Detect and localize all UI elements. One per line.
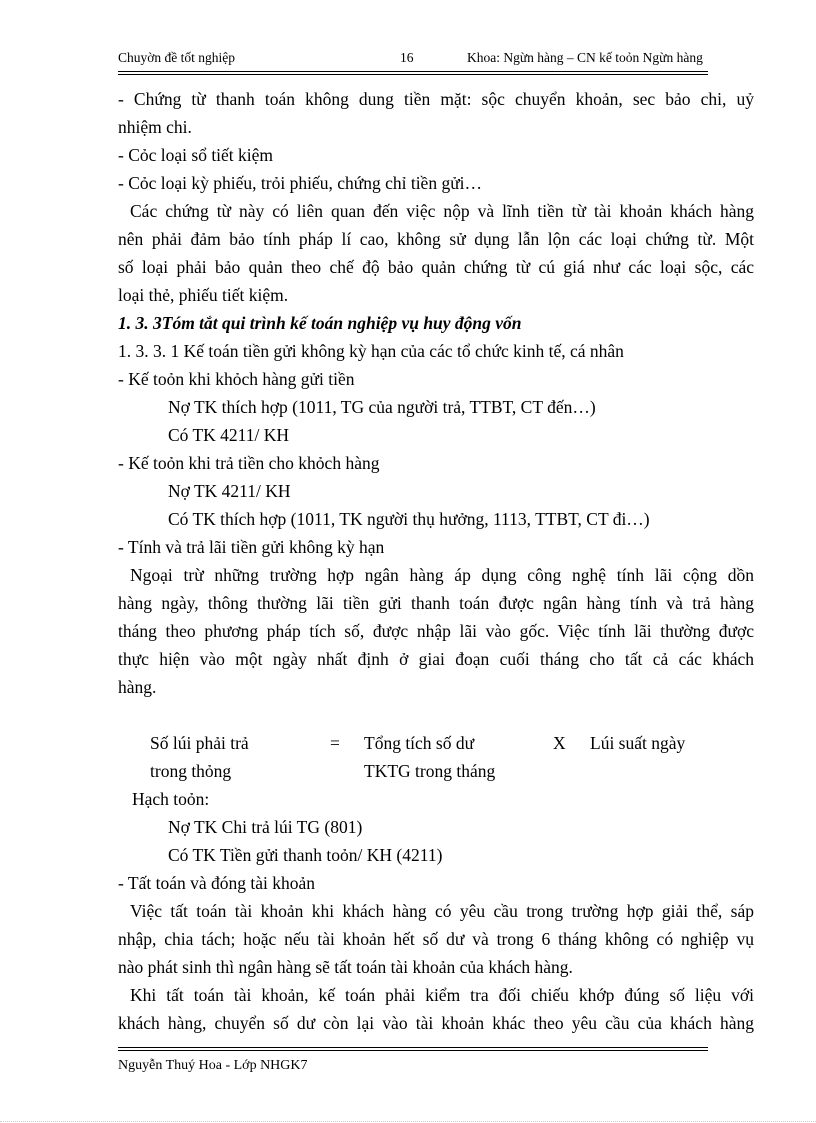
list-item: - Cỏc loại sổ tiết kiệm <box>118 145 274 165</box>
entry-line: Có TK 4211/ KH <box>168 425 290 445</box>
formula-lhs-line1: Số lúi phải trả <box>150 733 249 753</box>
list-item: - Tất toán và đóng tài khoản <box>118 873 315 893</box>
footer-double-rule <box>118 1047 708 1051</box>
entry-line: Nợ TK 4211/ KH <box>168 481 291 501</box>
paragraph-line: tháng theo phương pháp tích số, được nhập lãi vào gốc. Việc tính lãi thường được <box>118 621 754 641</box>
section-heading: 1. 3. 3Tóm tắt qui trình kế toán nghiệp vụ huy động vốn <box>118 313 522 333</box>
paragraph-line: nhập, chia tách; hoặc nếu tài khoản hết số dư và trong 6 tháng không có nghiệp vụ <box>118 929 754 949</box>
paragraph-line: nên phải đảm bảo tính pháp lí cao, không sử dụng lẫn lộn các loại chứng từ. Một <box>118 229 754 249</box>
paragraph-line: Khi tất toán tài khoản, kế toán phải kiểm tra đối chiếu khớp đúng số liệu với <box>130 985 754 1005</box>
paragraph-line: hàng ngày, thông thường lãi tiền gửi thanh toán được ngân hàng tính và trả hàng <box>118 593 754 613</box>
paragraph-line: loại thẻ, phiếu tiết kiệm. <box>118 285 289 305</box>
formula-rhs-line2: TKTG trong tháng <box>364 761 496 781</box>
interest-formula <box>118 729 754 785</box>
header-thesis-title: Chuyờn đề tốt nghiệp <box>118 50 236 65</box>
header-faculty: Khoa: Ngừn hàng – CN kế toỏn Ngừn hàng <box>467 50 703 65</box>
paragraph-line: Việc tất toán tài khoản khi khách hàng có yêu cầu trong trường hợp giải thể, sáp <box>130 901 754 921</box>
formula-times: X <box>553 733 566 753</box>
list-item: - Kế toỏn khi khỏch hàng gửi tiền <box>118 369 355 389</box>
page-edge-divider <box>0 1121 816 1122</box>
paragraph-line: nhiệm chi. <box>118 117 192 137</box>
page-header <box>118 50 738 70</box>
formula-rate: Lúi suất ngày <box>590 733 686 753</box>
paragraph-line: hàng. <box>118 677 157 697</box>
paragraph-line: Các chứng từ này có liên quan đến việc nộp và lĩnh tiền từ tài khoản khách hàng <box>130 201 754 221</box>
entry-line: Nợ TK thích hợp (1011, TG của người trả, TTBT, CT đến…) <box>168 397 596 417</box>
paragraph-line: thực hiện vào một ngày nhất định ở giai đoạn cuối tháng cho tất cả các khách <box>118 649 754 669</box>
formula-rhs-line1: Tổng tích số dư <box>364 733 475 753</box>
paragraph-line: - Chứng từ thanh toán không dung tiền mặt: sộc chuyển khoản, sec bảo chi, uỷ <box>118 89 754 109</box>
entry-line: Có TK thích hợp (1011, TK người thụ hưởng, 1113, TTBT, CT đi…) <box>168 509 650 529</box>
page-number: 16 <box>400 50 414 65</box>
paragraph-line: nào phát sinh thì ngân hàng sẽ tất toán tài khoản của khách hàng. <box>118 957 573 977</box>
list-item: - Tính và trả lãi tiền gửi không kỳ hạn <box>118 537 385 557</box>
paragraph-line: số loại phải bảo quản theo chế độ bảo quản chứng từ cú giá như các loại sộc, các <box>118 257 754 277</box>
formula-equals: = <box>330 733 340 753</box>
document-body <box>118 85 754 1037</box>
entry-line: Nợ TK Chi trả lúi TG (801) <box>168 817 363 837</box>
subsection-heading: 1. 3. 3. 1 Kế toán tiền gửi không kỳ hạn của các tổ chức kinh tế, cá nhân <box>118 341 624 361</box>
paragraph-line: khách hàng, chuyển số dư còn lại vào tài khoản khác theo yêu cầu của khách hàng <box>118 1013 754 1033</box>
list-item: - Kế toỏn khi trả tiền cho khỏch hàng <box>118 453 380 473</box>
header-double-rule <box>118 71 708 75</box>
paragraph-line: Ngoại trừ những trường hợp ngân hàng áp dụng công nghệ tính lãi cộng dồn <box>130 565 754 585</box>
accounting-label: Hạch toỏn: <box>132 789 210 809</box>
formula-lhs-line2: trong thỏng <box>150 761 232 781</box>
list-item: - Cỏc loại kỳ phiếu, trỏi phiếu, chứng chỉ tiền gửi… <box>118 173 483 193</box>
entry-line: Có TK Tiền gửi thanh toỏn/ KH (4211) <box>168 845 443 865</box>
footer-author: Nguyễn Thuý Hoa - Lớp NHGK7 <box>118 1058 308 1073</box>
